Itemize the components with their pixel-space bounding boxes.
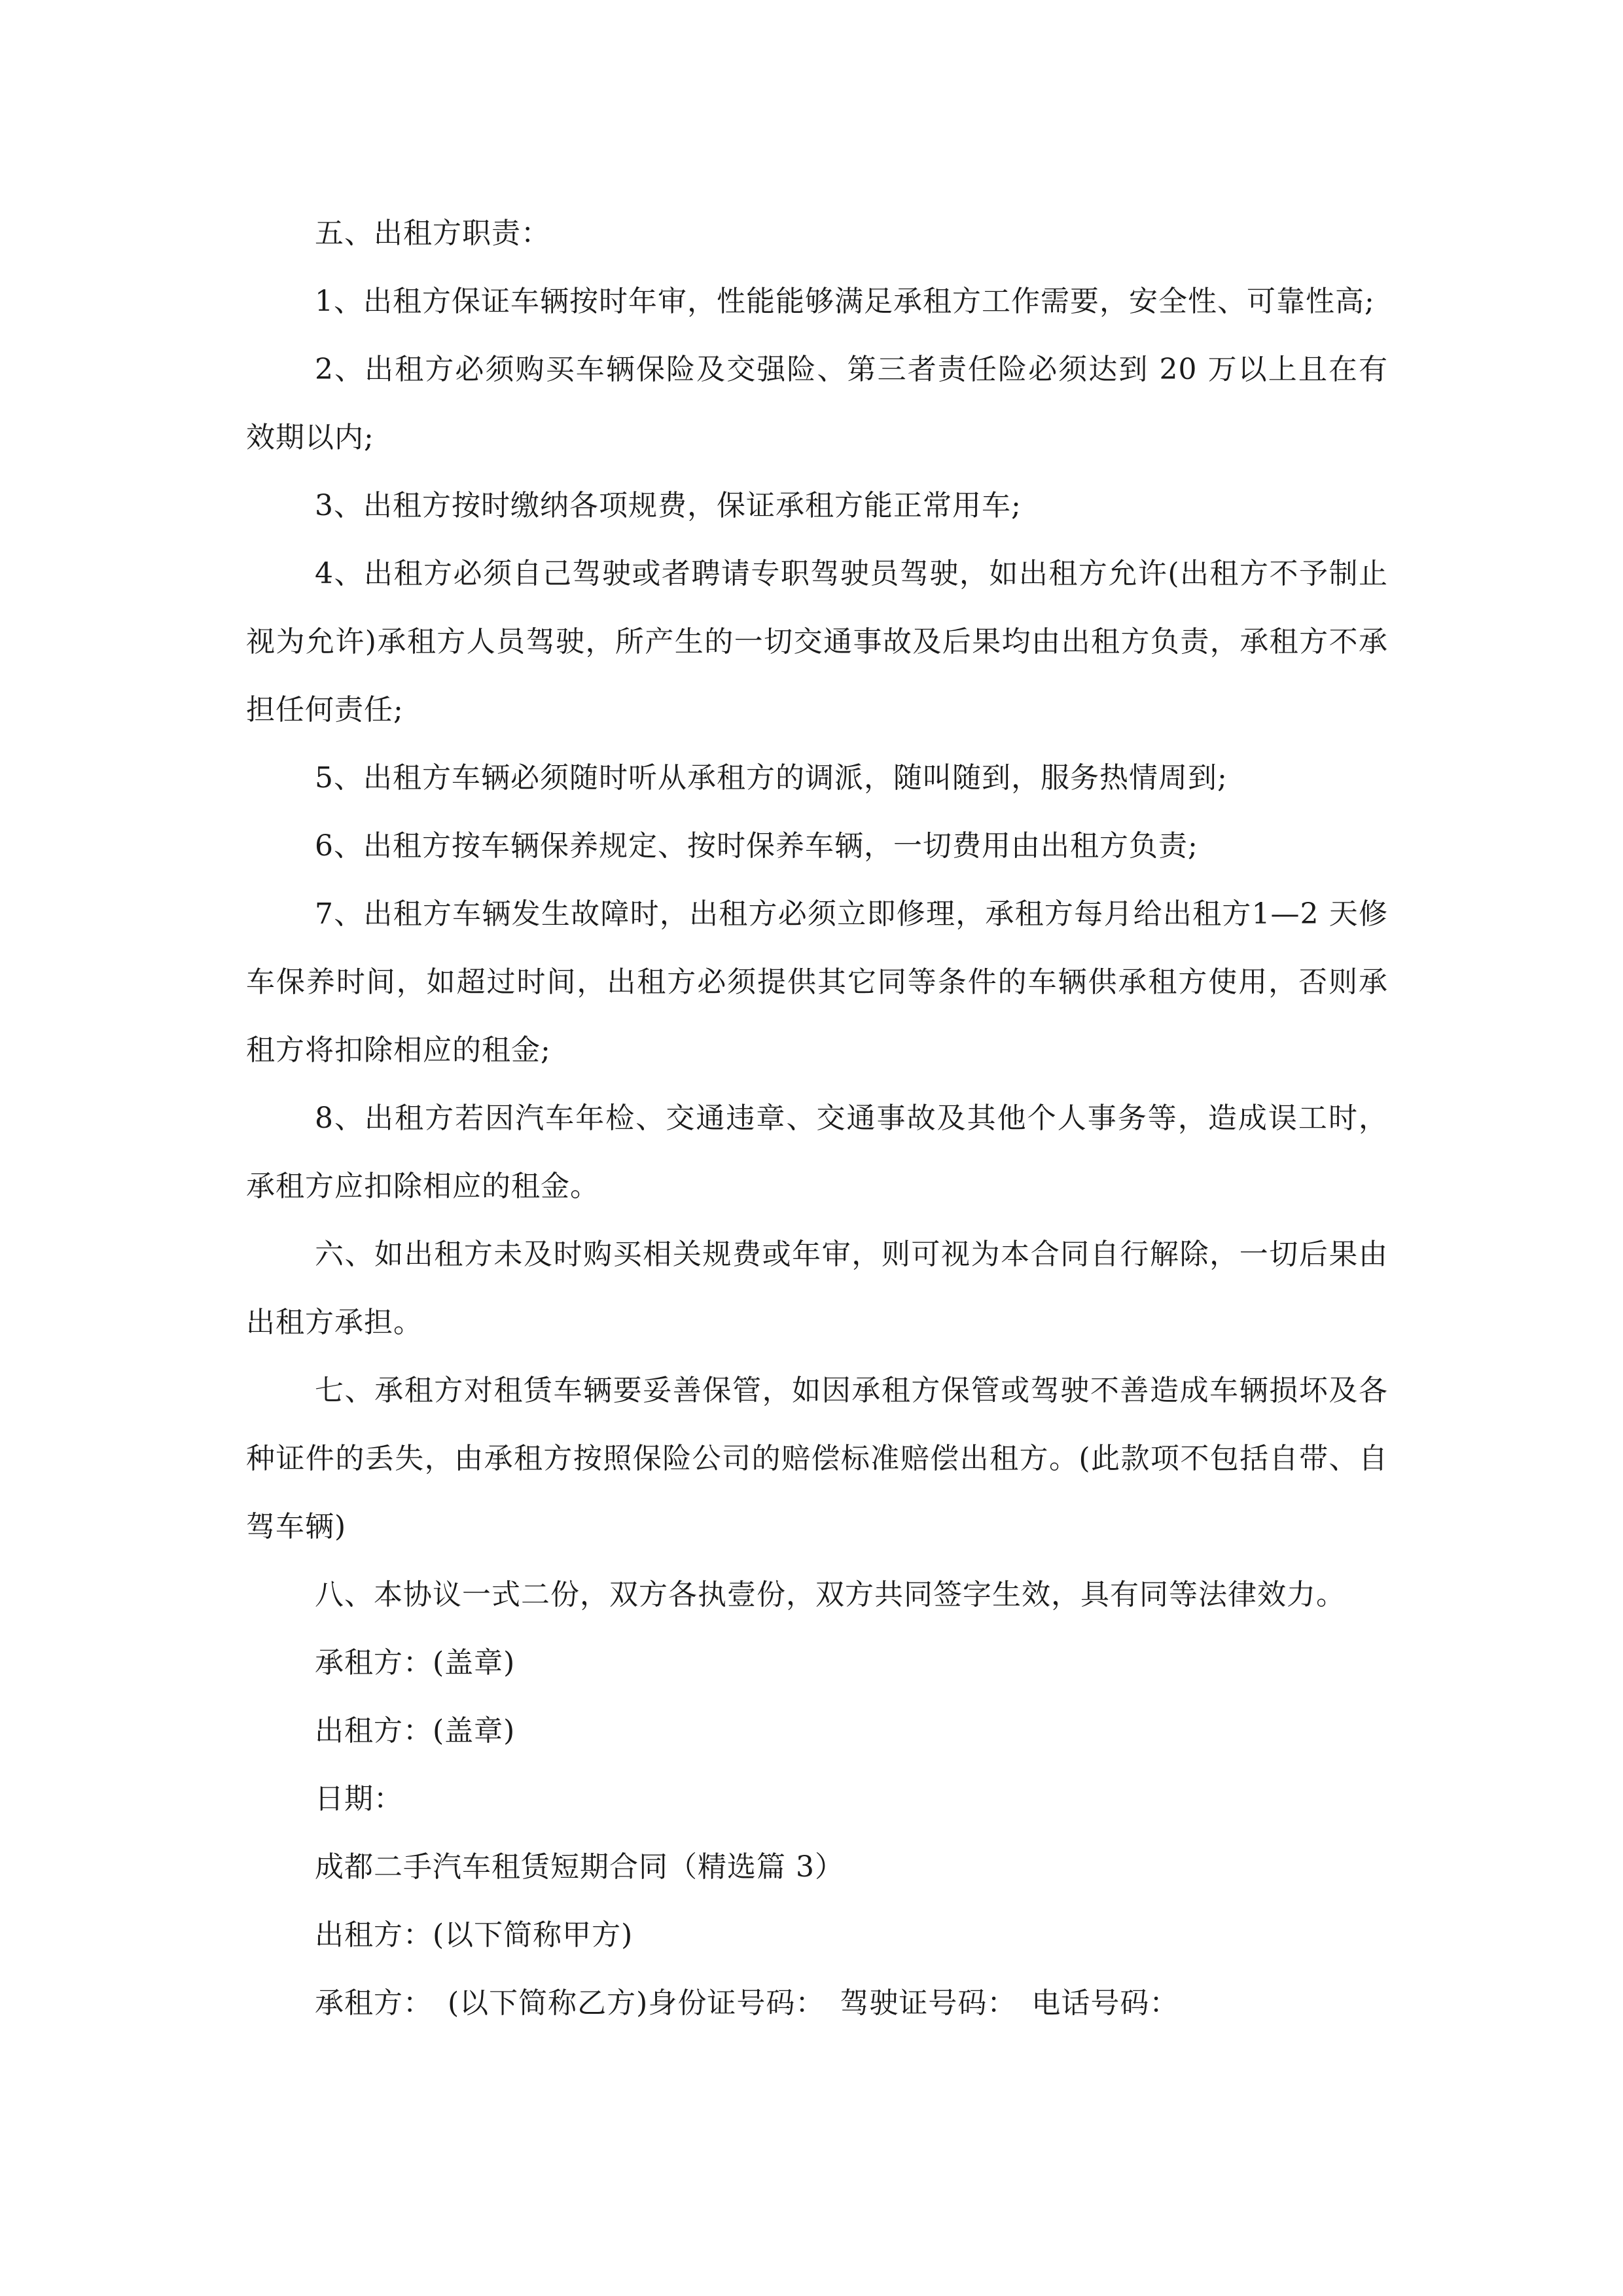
clause-5-3: 3、出租方按时缴纳各项规费，保证承租方能正常用车; bbox=[315, 489, 1022, 522]
party-a-line: 出租方：(以下简称甲方) bbox=[315, 1918, 633, 1952]
date-line: 日期： bbox=[315, 1782, 403, 1816]
section-6: 六、如出租方未及时购买相关规费或年审，则可视为本合同自行解除，一切后果由出租方承担。 bbox=[246, 1238, 1388, 1339]
section-heading-5: 五、出租方职责： bbox=[315, 217, 550, 250]
section-7: 七、承租方对租赁车辆要妥善保管，如因承租方保管或驾驶不善造成车辆损坏及各种证件的丢失，由承租方按照保险公司的赔偿标准赔偿出租方。(此款项不包括自带、自驾车辆) bbox=[246, 1374, 1388, 1543]
document-body bbox=[246, 200, 1388, 2037]
clause-5-2: 2、出租方必须购买车辆保险及交强险、第三者责任险必须达到 20 万以上且在有效期以内; bbox=[246, 353, 1388, 454]
clause-5-5: 5、出租方车辆必须随时听从承租方的调派，随叫随到，服务热情周到; bbox=[315, 761, 1228, 795]
lessee-seal-line: 承租方：(盖章) bbox=[315, 1646, 516, 1679]
section-8: 八、本协议一式二份，双方各执壹份，双方共同签字生效，具有同等法律效力。 bbox=[315, 1578, 1346, 1611]
lessor-seal-line: 出租方：(盖章) bbox=[315, 1714, 516, 1748]
party-b-line: 承租方： (以下简称乙方)身份证号码： 驾驶证号码： 电话号码： bbox=[315, 1986, 1179, 2020]
clause-5-7: 7、出租方车辆发生故障时，出租方必须立即修理，承租方每月给出租方1—2 天修车保养时间，如超过时间，出租方必须提供其它同等条件的车辆供承租方使用，否则承租方将扣除相应的租金; bbox=[246, 897, 1388, 1067]
clause-5-6: 6、出租方按车辆保养规定、按时保养车辆，一切费用由出租方负责; bbox=[315, 829, 1198, 863]
clause-5-1: 1、出租方保证车辆按时年审，性能能够满足承租方工作需要，安全性、可靠性高; bbox=[315, 285, 1375, 318]
next-contract-title: 成都二手汽车租赁短期合同（精选篇 3） bbox=[315, 1850, 844, 1884]
clause-5-8: 8、出租方若因汽车年检、交通违章、交通事故及其他个人事务等，造成误工时，承租方应扣除相应的租金。 bbox=[246, 1102, 1388, 1203]
clause-5-4: 4、出租方必须自己驾驶或者聘请专职驾驶员驾驶，如出租方允许(出租方不予制止视为允许)承租方人员驾驶，所产生的一切交通事故及后果均由出租方负责，承租方不承担任何责任; bbox=[246, 557, 1388, 726]
